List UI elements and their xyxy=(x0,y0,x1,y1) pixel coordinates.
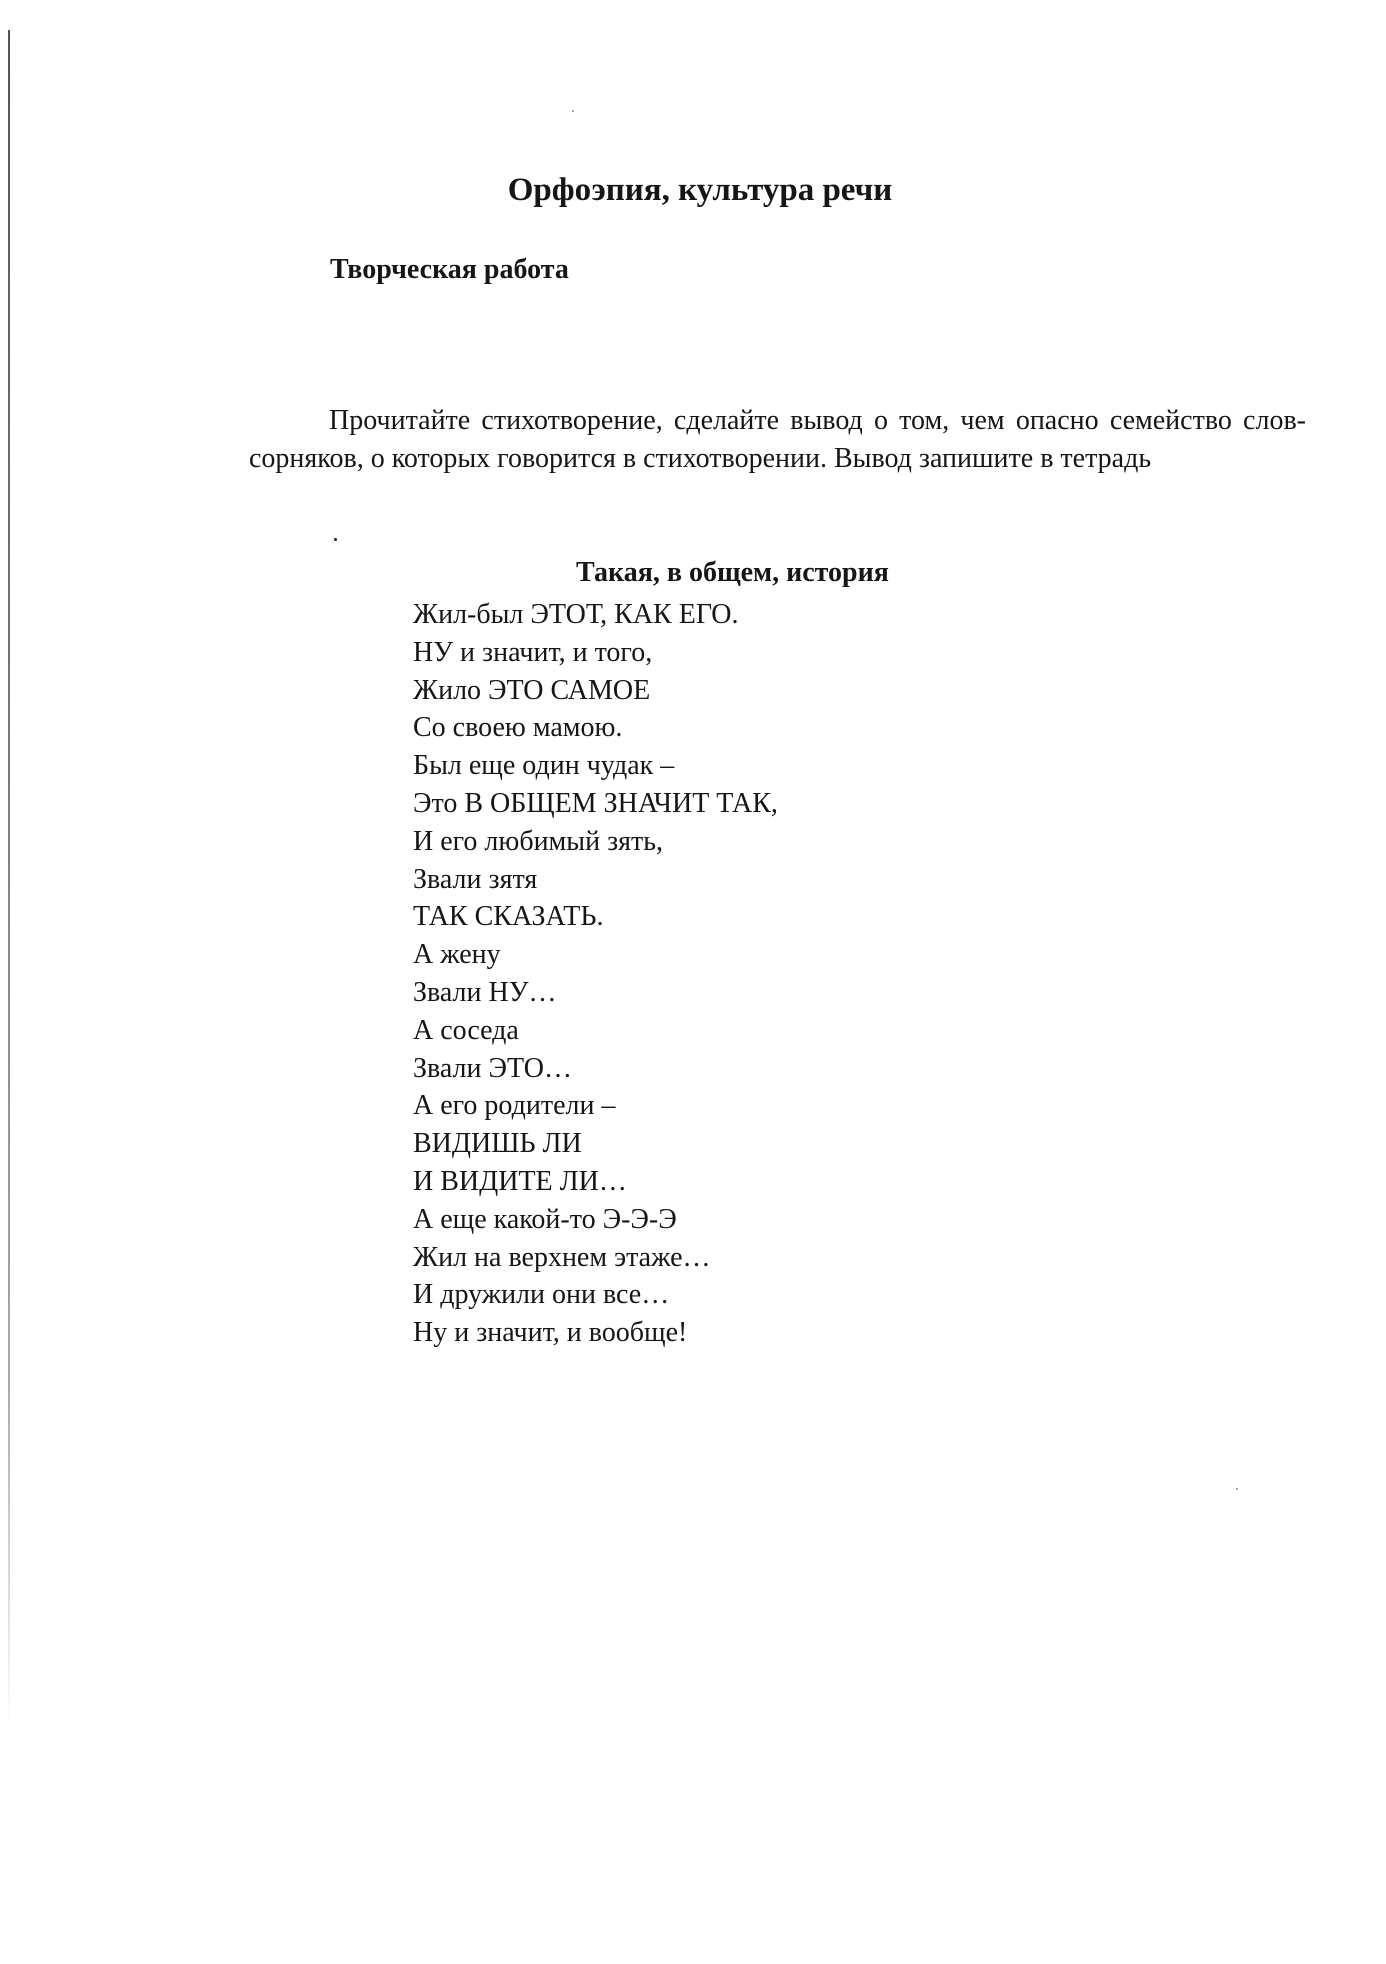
poem-line: Был еще один чудак – xyxy=(413,750,675,782)
poem-line: И дружили они все… xyxy=(413,1279,670,1311)
page-title: Орфоэпия, культура речи xyxy=(507,172,893,208)
scan-speck xyxy=(572,110,574,112)
poem-line: Жило ЭТО САМОЕ xyxy=(413,674,651,706)
poem-line: А жену xyxy=(413,939,501,971)
poem-line: Жил-был ЭТОТ, КАК ЕГО. xyxy=(413,599,739,630)
section-subtitle: Творческая работа xyxy=(330,254,569,285)
poem-line: НУ и значит, и того, xyxy=(413,636,653,668)
poem-line: Звали ЭТО… xyxy=(413,1052,572,1084)
poem-line: Звали зятя xyxy=(413,863,538,895)
scan-speck xyxy=(1236,1488,1238,1490)
poem-line: И его любимый зять, xyxy=(413,825,664,857)
poem-title: Такая, в общем, история xyxy=(576,557,889,588)
poem-line: А его родители – xyxy=(413,1090,616,1122)
poem-line: Это В ОБЩЕМ ЗНАЧИТ ТАК, xyxy=(413,787,778,819)
poem xyxy=(413,596,778,1352)
poem-line: А еще какой-то Э-Э-Э xyxy=(413,1203,677,1235)
poem-line: Звали НУ… xyxy=(413,976,557,1008)
instruction-paragraph: Прочитайте стихотворение, сделайте вывод о том, чем опасно семейство слов-сорняков, о которых говорится в стихотворении. Вывод запишите в тетрадь xyxy=(249,405,1306,474)
poem-line: Ну и значит, и вообще! xyxy=(413,1317,688,1349)
poem-line: Со своею мамою. xyxy=(413,712,623,744)
poem-line: ВИДИШЬ ЛИ xyxy=(413,1128,582,1160)
poem-line: И ВИДИТЕ ЛИ… xyxy=(413,1165,627,1197)
poem-line: ТАК СКАЗАТЬ. xyxy=(413,901,604,933)
poem-line: А соседа xyxy=(413,1014,519,1046)
scan-edge-line xyxy=(8,30,10,1730)
stray-dot xyxy=(334,538,337,541)
poem-line: Жил на верхнем этаже… xyxy=(413,1241,711,1273)
